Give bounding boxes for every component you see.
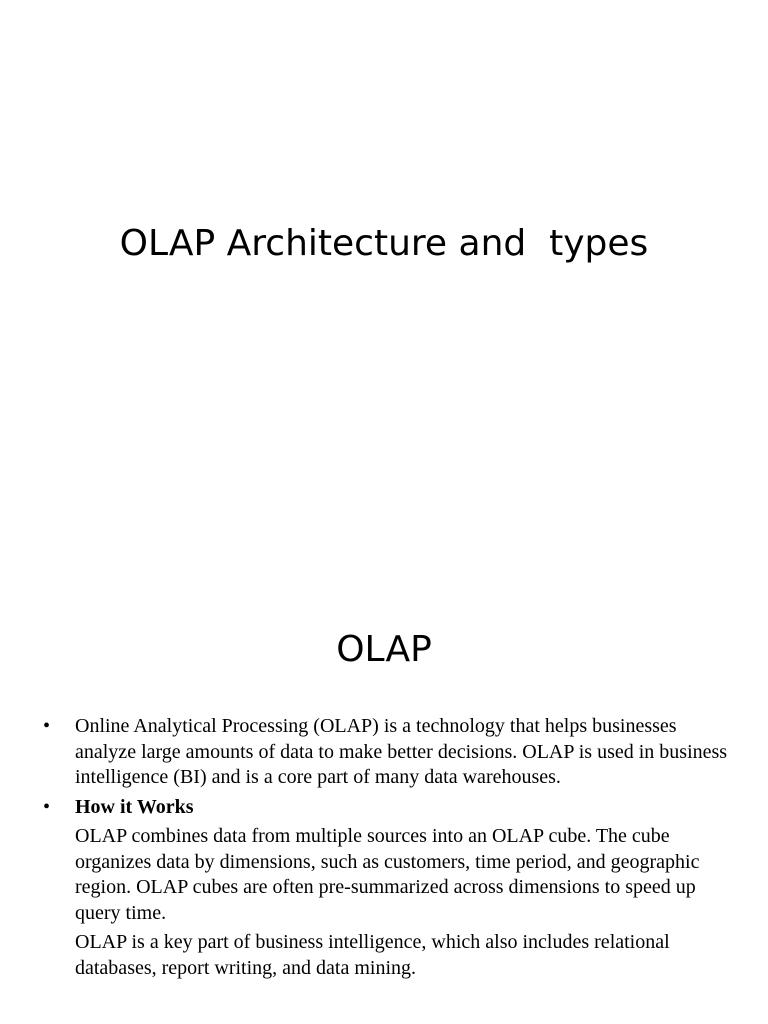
bullet-item-how-it-works (0, 795, 768, 821)
slide-1-title: OLAP Architecture and types (119, 223, 649, 264)
slide-2-title: OLAP (336, 629, 432, 670)
paragraph-business-intelligence: OLAP is a key part of business intelligence, which also includes relational databases, report writing, and data mining. (75, 931, 670, 979)
bullet-icon: • (43, 715, 51, 737)
how-it-works-heading: How it Works (75, 795, 194, 818)
bullet-definition-text: Online Analytical Processing (OLAP) is a technology that helps businesses analyze large amounts of data to make better decisions. OLAP is used in business intelligence (BI) and is a core part of many data warehouses. (75, 715, 728, 788)
bullet-item-definition (0, 714, 768, 791)
slide-1 (0, 0, 768, 384)
slide-2 (0, 384, 768, 1024)
bullet-icon: • (43, 795, 51, 818)
paragraph-olap-cube: OLAP combines data from multiple sources into an OLAP cube. The cube organizes data by dimensions, such as customers, time period, and geographic region. OLAP cubes are often pre-summarized across dimensions to speed up query time. (75, 825, 700, 924)
slide-2-body (0, 714, 768, 985)
